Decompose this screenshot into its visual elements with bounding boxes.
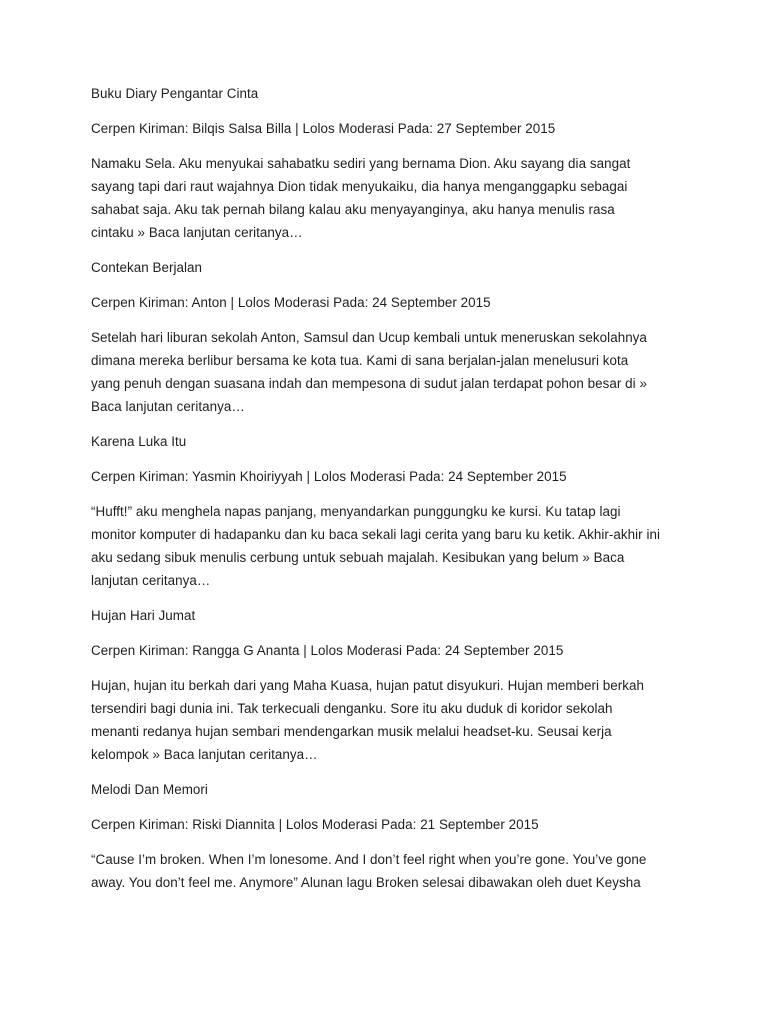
story-meta: Cerpen Kiriman: Anton | Lolos Moderasi Pada: 24 September 2015 — [91, 295, 491, 310]
story-title: Karena Luka Itu — [91, 434, 187, 449]
story-meta: Cerpen Kiriman: Riski Diannita | Lolos Moderasi Pada: 21 September 2015 — [91, 817, 539, 832]
story-entry — [91, 256, 661, 418]
story-title: Melodi Dan Memori — [91, 782, 208, 797]
story-title: Hujan Hari Jumat — [91, 608, 196, 623]
story-meta: Cerpen Kiriman: Bilqis Salsa Billa | Lolos Moderasi Pada: 27 September 2015 — [91, 121, 556, 136]
story-entry — [91, 604, 661, 766]
story-entry — [91, 430, 661, 592]
story-excerpt: “Cause I’m broken. When I’m lonesome. And I don’t feel right when you’re gone. You’ve gone away. You don’t feel me. Anymore” Alunan lagu Broken selesai dibawakan oleh duet Keysha — [91, 852, 647, 890]
story-excerpt: Setelah hari liburan sekolah Anton, Samsul dan Ucup kembali untuk meneruskan sekolahnya dimana mereka berlibur bersama ke kota tua. Kami di sana berjalan-jalan menelusuri kota yang penuh dengan suasana indah dan mempesona di sudut jalan terdapat pohon besar di » Baca lanjutan ceritanya… — [91, 330, 647, 414]
story-entry — [91, 82, 661, 244]
document-page — [91, 82, 661, 906]
story-meta: Cerpen Kiriman: Rangga G Ananta | Lolos Moderasi Pada: 24 September 2015 — [91, 643, 564, 658]
story-meta: Cerpen Kiriman: Yasmin Khoiriyyah | Lolos Moderasi Pada: 24 September 2015 — [91, 469, 567, 484]
story-excerpt: Hujan, hujan itu berkah dari yang Maha Kuasa, hujan patut disyukuri. Hujan memberi berkah tersendiri bagi dunia ini. Tak terkecuali denganku. Sore itu aku duduk di koridor sekolah menanti redanya hujan sembari mendengarkan musik melalui headset-ku. Seusai kerja kelompok » Baca lanjutan ceritanya… — [91, 678, 645, 762]
story-title: Buku Diary Pengantar Cinta — [91, 86, 259, 101]
story-entry — [91, 778, 661, 894]
story-excerpt: “Hufft!” aku menghela napas panjang, menyandarkan punggungku ke kursi. Ku tatap lagi monitor komputer di hadapanku dan ku baca sekali lagi cerita yang baru ku ketik. Akhir-akhir ini aku sedang sibuk menulis cerbung untuk sebuah majalah. Kesibukan yang belum » Baca lanjutan ceritanya… — [91, 504, 660, 588]
story-title: Contekan Berjalan — [91, 260, 203, 275]
story-excerpt: Namaku Sela. Aku menyukai sahabatku sediri yang bernama Dion. Aku sayang dia sangat sayang tapi dari raut wajahnya Dion tidak menyukaiku, dia hanya menganggapku sebagai sahabat saja. Aku tak pernah bilang kalau aku menyayanginya, aku hanya menulis rasa cintaku » Baca lanjutan ceritanya… — [91, 156, 631, 240]
